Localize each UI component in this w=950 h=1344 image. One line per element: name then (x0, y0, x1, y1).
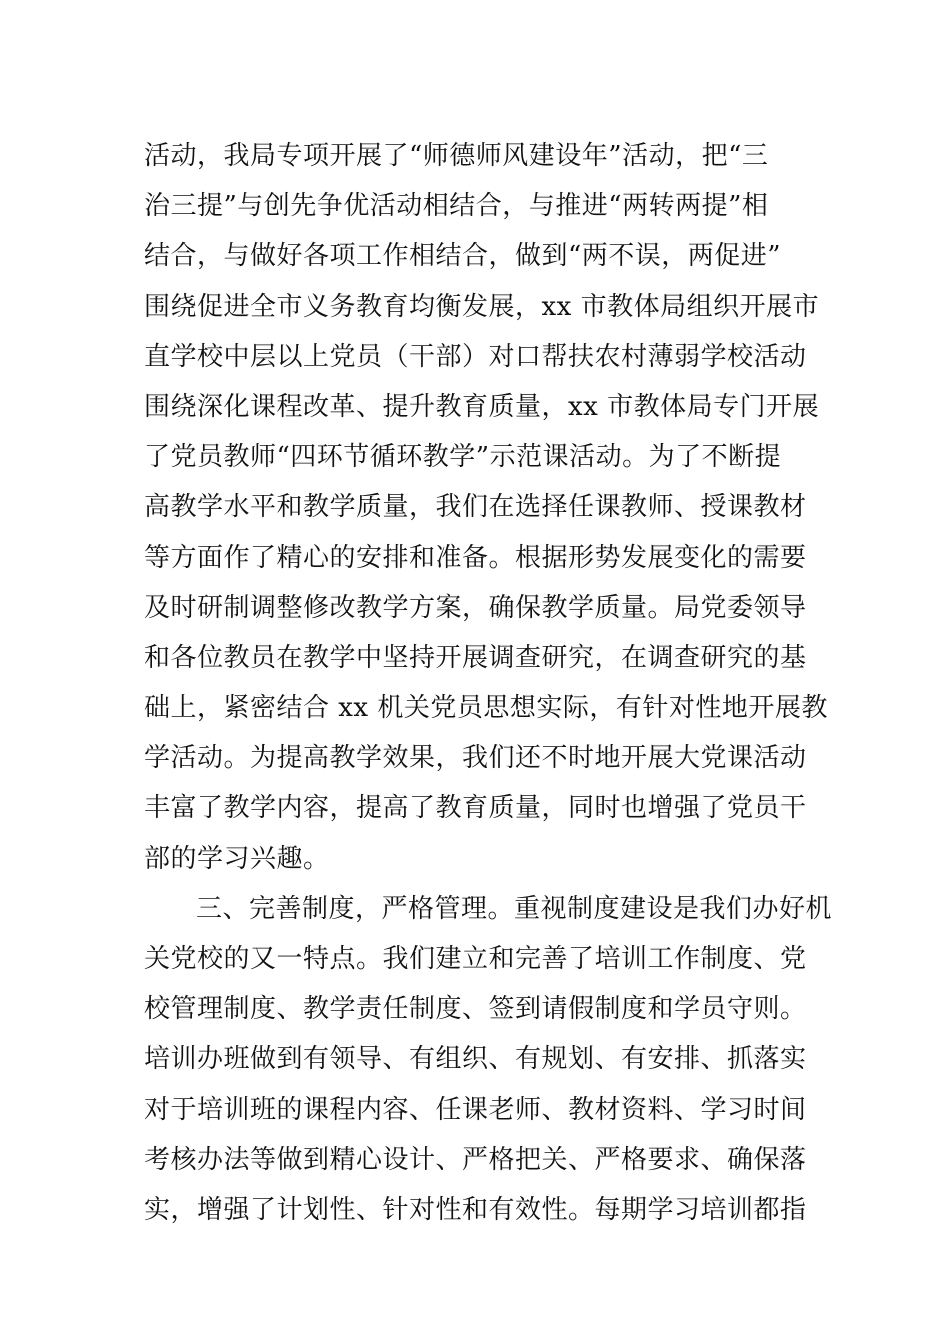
text-line: 及时研制调整修改教学方案，确保教学质量。局党委领导 (144, 592, 807, 623)
text-line: 围绕促进全市义务教育均衡发展，xx 市教体局组织开展市 (144, 291, 820, 322)
section-heading-line: 三、完善制度，严格管理。重视制度建设是我们办好机 (196, 893, 833, 924)
text-line: 部的学习兴趣。 (144, 843, 330, 874)
text-line: 活动，我局专项开展了“师德师风建设年”活动，把“三 (144, 141, 769, 171)
text-line: 等方面作了精心的安排和准备。根据形势发展变化的需要 (144, 542, 807, 573)
text-line: 和各位教员在教学中坚持开展调查研究，在调查研究的基 (144, 642, 807, 673)
text-line: 结合，与做好各项工作相结合，做到“两不误，两促进” (144, 241, 782, 272)
text-line: 培训办班做到有领导、有组织、有规划、有安排、抓落实 (144, 1044, 807, 1075)
document-body-text (144, 131, 833, 1235)
text-line: 学活动。为提高教学效果，我们还不时地开展大党课活动 (144, 743, 807, 774)
text-line: 丰富了教学内容，提高了教育质量，同时也增强了党员干 (144, 793, 807, 824)
text-line: 治三提”与创先争优活动相结合，与推进“两转两提”相 (144, 191, 769, 222)
text-line: 校管理制度、教学责任制度、签到请假制度和学员守则。 (144, 994, 807, 1025)
text-line: 高教学水平和教学质量，我们在选择任课教师、授课教材 (144, 492, 807, 523)
text-line: 对于培训班的课程内容、任课老师、教材资料、学习时间 (144, 1094, 807, 1125)
text-line: 直学校中层以上党员（干部）对口帮扶农村薄弱学校活动 (144, 341, 807, 372)
text-line: 了党员教师“四环节循环教学”示范课活动。为了不断提 (144, 442, 782, 473)
text-line: 考核办法等做到精心设计、严格把关、严格要求、确保落 (144, 1144, 807, 1175)
text-line: 实，增强了计划性、针对性和有效性。每期学习培训都指 (144, 1194, 807, 1225)
text-line: 围绕深化课程改革、提升教育质量，xx 市教体局专门开展 (144, 391, 820, 422)
text-line: 础上，紧密结合 xx 机关党员思想实际，有针对性地开展教 (144, 693, 828, 724)
text-line: 关党校的又一特点。我们建立和完善了培训工作制度、党 (144, 944, 807, 974)
